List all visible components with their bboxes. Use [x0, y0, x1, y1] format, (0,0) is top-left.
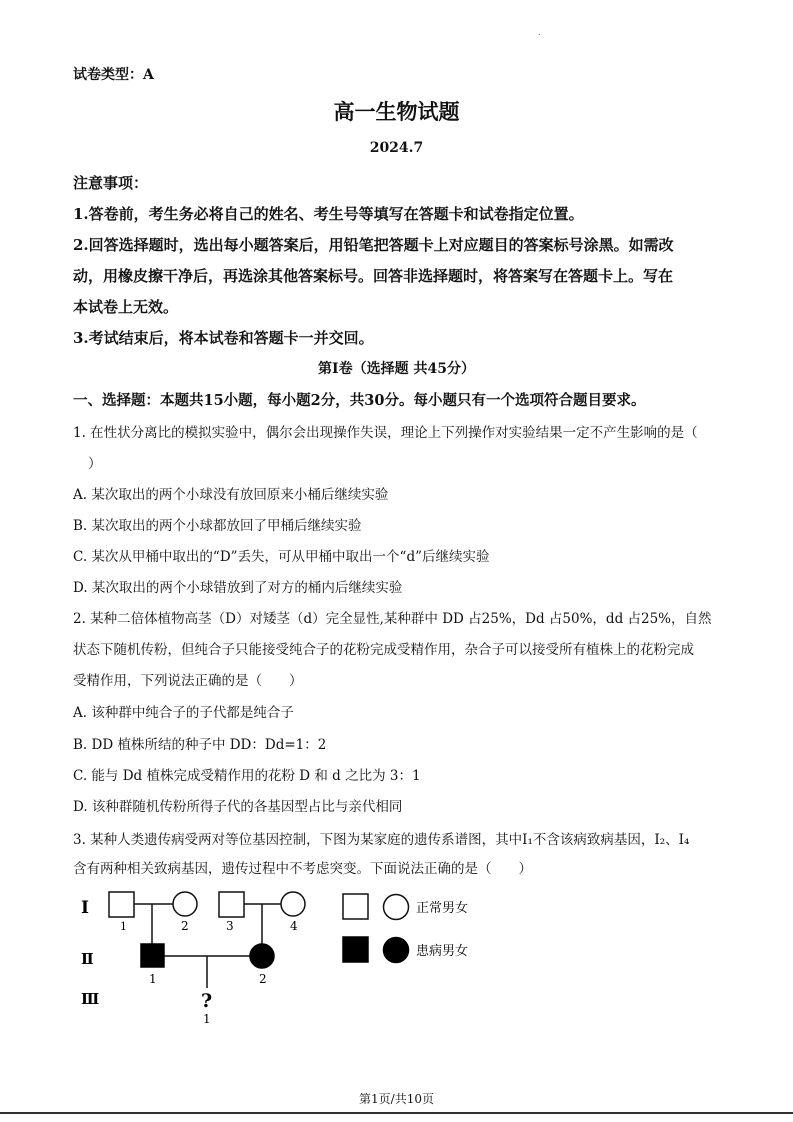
notice-line: 3.考试结束后，将本试卷和答题卡一并交回。	[73, 329, 374, 347]
number-II1: 1	[149, 972, 157, 986]
individual-I4-normal-female	[281, 892, 305, 916]
corner-dot: .	[538, 28, 541, 37]
individual-I3-normal-male	[219, 892, 244, 917]
individual-I1-normal-male	[109, 892, 134, 917]
q1-option-c: C. 某次从甲桶中取出的“D”丢失，可从甲桶中取出一个“d”后继续实验	[73, 549, 490, 565]
notice-line: 2.回答选择题时，选出每小题答案后，用铅笔把答题卡上对应题目的答案标号涂黑。如需改	[73, 236, 674, 254]
q1-option-b: B. 某次取出的两个小球都放回了甲桶后继续实验	[73, 518, 362, 534]
bottom-rule	[0, 1112, 793, 1114]
q1-stem-cont: ）	[88, 456, 102, 472]
q2-option-c: C. 能与 Dd 植株完成受精作用的花粉 D 和 d 之比为 3：1	[73, 768, 421, 784]
paper-type: 试卷类型：A	[73, 67, 154, 83]
notice-line: 1.答卷前，考生务必将自己的姓名、考生号等填写在答题卡和试卷指定位置。	[73, 205, 584, 223]
notice-heading: 注意事项：	[73, 174, 149, 192]
q2-stem: 2. 某种二倍体植物高茎（D）对矮茎（d）完全显性,某种群中 DD 占25%，Dd 占50%，dd 占25%，自然	[73, 611, 712, 627]
q2-option-d: D. 该种群随机传粉所得子代的各基因型占比与亲代相同	[73, 799, 403, 815]
legend-normal-female-symbol	[384, 895, 409, 920]
generation-label-3: Ⅲ	[81, 990, 100, 1008]
number-III1: 1	[203, 1012, 211, 1026]
legend-affected-female-symbol	[384, 938, 409, 963]
legend-affected-label: 患病男女	[416, 944, 469, 959]
q1-stem: 1. 在性状分离比的模拟实验中，偶尔会出现操作失误，理论上下列操作对实验结果一定不产生影响的是（	[73, 425, 698, 441]
notice-line: 动，用橡皮擦干净后，再选涂其他答案标号。回答非选择题时，将答案写在答题卡上。写在	[73, 267, 674, 285]
q3-stem: 3. 某种人类遗传病受两对等位基因控制，下图为某家庭的遗传系谱图，其中Ⅰ₁不含该病致病基因，I₂、I₄	[73, 832, 690, 848]
legend-normal-male-symbol	[343, 894, 368, 919]
generation-label-2: Ⅱ	[81, 950, 94, 968]
generation-label-1: Ⅰ	[81, 898, 89, 918]
number-I4: 4	[290, 919, 298, 933]
q1-option-d: D. 某次取出的两个小球错放到了对方的桶内后继续实验	[73, 580, 403, 596]
individual-II2-affected-female	[250, 944, 274, 968]
unknown-offspring-mark: ?	[201, 990, 213, 1012]
exam-date: 2024.7	[369, 140, 424, 156]
number-II2: 2	[259, 972, 267, 986]
page-number: 第1页/共10页	[359, 1092, 434, 1106]
q2-option-b: B. DD 植株所结的种子中 DD：Dd=1：2	[73, 737, 327, 753]
notice-line: 本试卷上无效。	[73, 298, 179, 316]
page-title: 高一生物试题	[333, 99, 460, 124]
section-instruction: 一、选择题：本题共15小题，每小题2分，共30分。每小题只有一个选项符合题目要求。	[73, 392, 646, 409]
q3-stem-cont: 含有两种相关致病基因，遗传过程中不考虑突变。下面说法正确的是（ ）	[73, 861, 532, 877]
individual-II1-affected-male	[141, 944, 164, 967]
legend-normal-label: 正常男女	[416, 901, 469, 916]
pedigree-chart	[60, 880, 500, 1030]
q1-option-a: A. 某次取出的两个小球没有放回原来小桶后继续实验	[73, 487, 389, 503]
q2-stem-cont: 受精作用，下列说法正确的是（ ）	[73, 673, 303, 689]
legend-affected-male-symbol	[343, 937, 368, 962]
number-I1: 1	[120, 920, 127, 933]
individual-I2-normal-female	[173, 892, 197, 916]
q2-option-a: A. 该种群中纯合子的子代都是纯合子	[73, 705, 294, 721]
q2-stem-cont: 状态下随机传粉，但纯合子只能接受纯合子的花粉完成受精作用，杂合子可以接受所有植株上的花粉完成	[73, 642, 694, 658]
part-title: 第Ⅰ卷（选择题 共45分）	[318, 361, 475, 377]
number-I2: 2	[181, 919, 189, 933]
number-I3: 3	[226, 919, 234, 933]
